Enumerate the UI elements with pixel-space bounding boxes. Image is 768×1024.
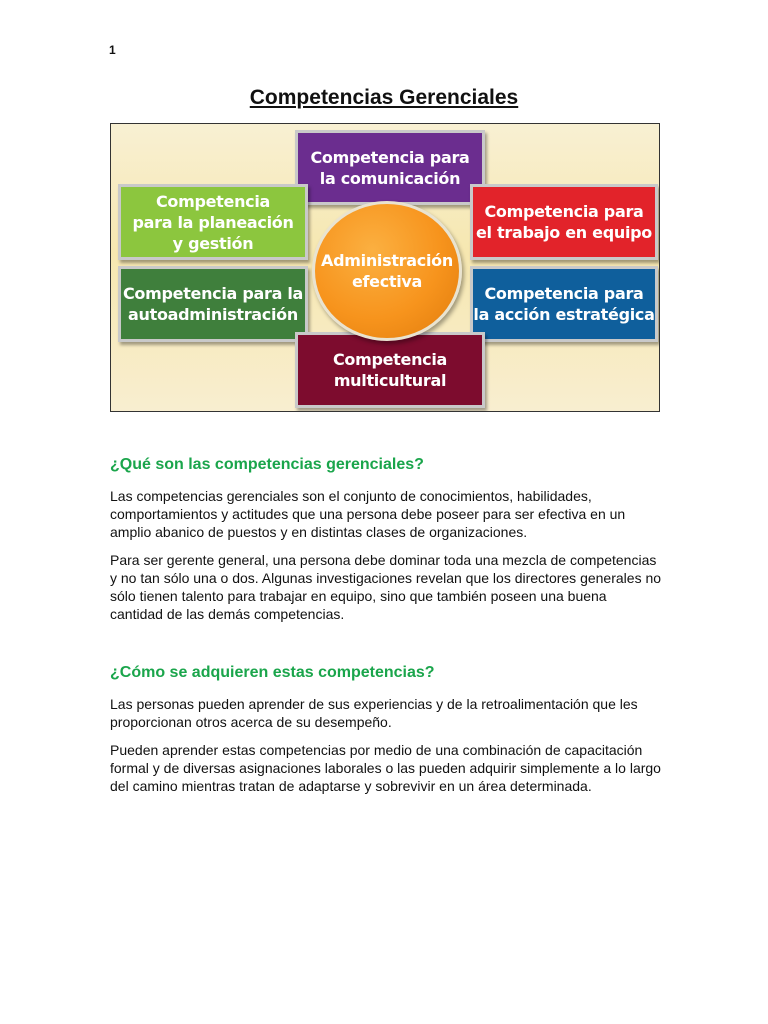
center-circle-administracion: Administración efectiva — [312, 201, 462, 341]
section-heading-como-se-adquieren: ¿Cómo se adquieren estas competencias? — [110, 664, 435, 681]
page-number: 1 — [109, 43, 116, 57]
paragraph-gerente-general: Para ser gerente general, una persona debe dominar toda una mezcla de competencias y no tan sólo una o dos. Algunas investigaciones revelan que los directores generales no sólo tienen talento para trabajar en equipo, sino que también poseen una buena cantidad de las demás competencias. — [110, 552, 662, 622]
competencias-diagram — [110, 123, 660, 412]
paragraph-experiencias: Las personas pueden aprender de sus experiencias y de la retroalimentación que les proporcionan otros acerca de su desempeño. — [110, 696, 638, 730]
section-heading-que-son: ¿Qué son las competencias gerenciales? — [110, 456, 424, 473]
box-autoadministracion: Competencia para la autoadministración — [118, 266, 308, 342]
box-accion-estrategica: Competencia para la acción estratégica — [470, 266, 658, 342]
document-title: Competencias Gerenciales — [249, 86, 519, 109]
box-comunicacion: Competencia para la comunicación — [295, 130, 485, 205]
box-trabajo-equipo: Competencia para el trabajo en equipo — [470, 184, 658, 260]
box-multicultural: Competencia multicultural — [295, 332, 485, 408]
paragraph-capacitacion: Pueden aprender estas competencias por medio de una combinación de capacitación formal y de diversas asignaciones laborales o las pueden adquirir simplemente a lo largo del camino mientras tratan de adaptarse y sobrevivir en un área determinada. — [110, 742, 661, 794]
box-planeacion: Competencia para la planeación y gestión — [118, 184, 308, 260]
paragraph-definicion: Las competencias gerenciales son el conjunto de conocimientos, habilidades, comportamientos y actitudes que una persona debe poseer para ser efectiva en un amplio abanico de puestos y en distintas clases de organizaciones. — [110, 488, 626, 540]
